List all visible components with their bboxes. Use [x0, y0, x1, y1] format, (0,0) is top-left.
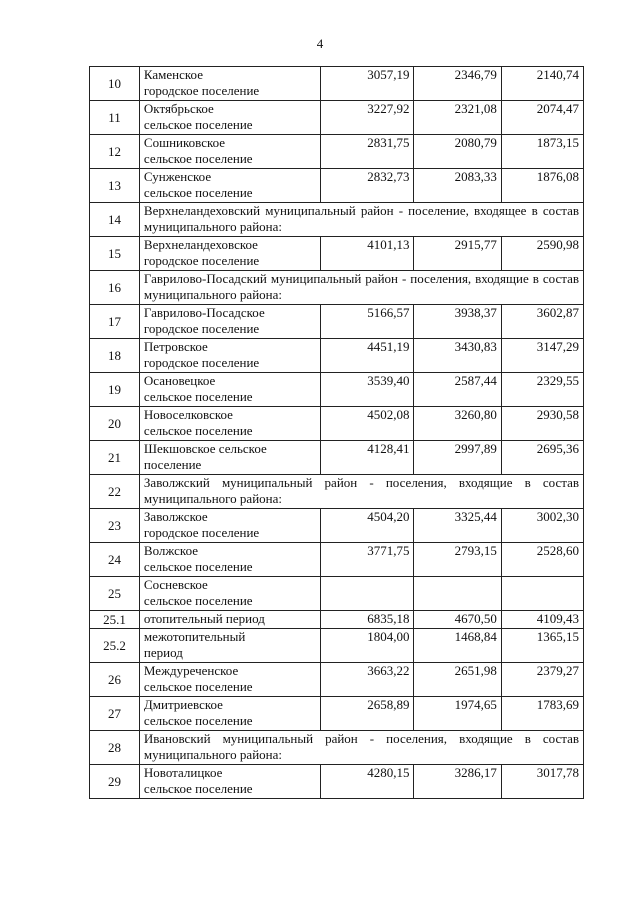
value-cell-1: 4504,20 — [320, 509, 414, 543]
value-cell-3: 4109,43 — [501, 611, 583, 629]
row-number: 16 — [90, 271, 140, 305]
table-row — [90, 731, 584, 765]
settlement-name-line: сельское поселение — [143, 423, 253, 438]
value-cell-3: 2140,74 — [501, 67, 583, 101]
value-cell-1 — [320, 577, 414, 611]
settlement-name-line: сельское поселение — [143, 185, 253, 200]
settlement-name — [139, 305, 320, 339]
district-header: Ивановский муниципальный район - поселения, входящие в состав муниципального района: — [139, 731, 583, 765]
value-cell-3: 1873,15 — [501, 135, 583, 169]
value-cell-2: 4670,50 — [414, 611, 501, 629]
value-cell-3: 3602,87 — [501, 305, 583, 339]
value-cell-1: 4502,08 — [320, 407, 414, 441]
settlement-name-line: Верхнеландеховское — [143, 237, 258, 252]
settlement-name-line: Междуреченское — [143, 663, 239, 678]
table-row — [90, 67, 584, 101]
table-row — [90, 765, 584, 799]
settlement-name-line: сельское поселение — [143, 781, 253, 796]
settlement-name-line: Гаврилово-Посадское — [143, 305, 265, 320]
settlement-name-line: Октябрьское — [143, 101, 214, 116]
row-number: 20 — [90, 407, 140, 441]
value-cell-2: 2997,89 — [414, 441, 501, 475]
settlement-name — [139, 169, 320, 203]
row-number: 28 — [90, 731, 140, 765]
table-row — [90, 135, 584, 169]
table-row — [90, 629, 584, 663]
settlement-name-line: Шекшовское сельское — [143, 441, 267, 456]
value-cell-2: 2080,79 — [414, 135, 501, 169]
row-number: 13 — [90, 169, 140, 203]
value-cell-1: 1804,00 — [320, 629, 414, 663]
value-cell-3: 1783,69 — [501, 697, 583, 731]
value-cell-3: 3017,78 — [501, 765, 583, 799]
settlement-name-line: городское поселение — [143, 321, 260, 336]
value-cell-2: 1974,65 — [414, 697, 501, 731]
table-row — [90, 475, 584, 509]
value-cell-3: 2329,55 — [501, 373, 583, 407]
value-cell-3: 1876,08 — [501, 169, 583, 203]
settlement-name-line: сельское поселение — [143, 559, 253, 574]
settlement-name-line: Сосневское — [143, 577, 208, 592]
settlement-name-line: сельское поселение — [143, 117, 253, 132]
row-number: 27 — [90, 697, 140, 731]
value-cell-3: 2590,98 — [501, 237, 583, 271]
table-body — [90, 67, 584, 799]
settlement-name — [139, 697, 320, 731]
value-cell-1: 4280,15 — [320, 765, 414, 799]
row-number: 10 — [90, 67, 140, 101]
district-header: Заволжский муниципальный район - поселения, входящие в состав муниципального района: — [139, 475, 583, 509]
table-row — [90, 203, 584, 237]
table-row — [90, 237, 584, 271]
row-number: 21 — [90, 441, 140, 475]
row-number: 12 — [90, 135, 140, 169]
settlement-name-line: Новоталицкое — [143, 765, 223, 780]
row-number: 25.1 — [90, 611, 140, 629]
table-row — [90, 697, 584, 731]
value-cell-1: 2658,89 — [320, 697, 414, 731]
settlement-name-line: Каменское — [143, 67, 203, 82]
value-cell-2: 3286,17 — [414, 765, 501, 799]
table-row — [90, 305, 584, 339]
value-cell-3: 2930,58 — [501, 407, 583, 441]
table-row — [90, 577, 584, 611]
settlement-name — [139, 237, 320, 271]
settlement-name-line: Петровское — [143, 339, 208, 354]
table-row — [90, 663, 584, 697]
settlement-name-line: городское поселение — [143, 355, 260, 370]
tariff-table — [89, 66, 584, 799]
row-number: 23 — [90, 509, 140, 543]
row-number: 17 — [90, 305, 140, 339]
settlement-name-line: период — [143, 645, 183, 660]
settlement-name-line: городское поселение — [143, 83, 260, 98]
value-cell-3: 2074,47 — [501, 101, 583, 135]
settlement-name-line: поселение — [143, 457, 202, 472]
settlement-name — [139, 373, 320, 407]
settlement-name — [139, 67, 320, 101]
value-cell-1: 5166,57 — [320, 305, 414, 339]
row-number: 14 — [90, 203, 140, 237]
settlement-name — [139, 663, 320, 697]
value-cell-1: 3227,92 — [320, 101, 414, 135]
value-cell-1: 3057,19 — [320, 67, 414, 101]
row-number: 18 — [90, 339, 140, 373]
table-row — [90, 271, 584, 305]
row-number: 25.2 — [90, 629, 140, 663]
value-cell-3: 2379,27 — [501, 663, 583, 697]
page-number: 4 — [316, 36, 324, 51]
settlement-name-line: Новоселковское — [143, 407, 233, 422]
value-cell-3: 2695,36 — [501, 441, 583, 475]
settlement-name-line: Сунженское — [143, 169, 212, 184]
table-row — [90, 441, 584, 475]
value-cell-2 — [414, 577, 501, 611]
row-number: 19 — [90, 373, 140, 407]
table-row — [90, 373, 584, 407]
table-row — [90, 611, 584, 629]
settlement-name-line: Заволжское — [143, 509, 208, 524]
table-row — [90, 509, 584, 543]
settlement-name — [139, 135, 320, 169]
settlement-name-line: межотопительный — [143, 629, 246, 644]
value-cell-3: 3147,29 — [501, 339, 583, 373]
value-cell-2: 2083,33 — [414, 169, 501, 203]
settlement-name — [139, 339, 320, 373]
settlement-name — [139, 629, 320, 663]
row-number: 11 — [90, 101, 140, 135]
district-header: Гаврилово-Посадский муниципальный район - поселения, входящие в состав муниципального района: — [139, 271, 583, 305]
value-cell-1: 4451,19 — [320, 339, 414, 373]
value-cell-3: 2528,60 — [501, 543, 583, 577]
row-number: 15 — [90, 237, 140, 271]
settlement-name-line: городское поселение — [143, 253, 260, 268]
value-cell-2: 3260,80 — [414, 407, 501, 441]
row-number: 25 — [90, 577, 140, 611]
value-cell-2: 1468,84 — [414, 629, 501, 663]
value-cell-1: 4128,41 — [320, 441, 414, 475]
value-cell-2: 2346,79 — [414, 67, 501, 101]
settlement-name-line: Дмитриевское — [143, 697, 223, 712]
value-cell-1: 3663,22 — [320, 663, 414, 697]
value-cell-2: 3325,44 — [414, 509, 501, 543]
value-cell-2: 2651,98 — [414, 663, 501, 697]
district-header: Верхнеландеховский муниципальный район - поселение, входящее в состав муниципального района: — [139, 203, 583, 237]
table-row — [90, 543, 584, 577]
value-cell-2: 2793,15 — [414, 543, 501, 577]
value-cell-2: 2915,77 — [414, 237, 501, 271]
value-cell-3: 3002,30 — [501, 509, 583, 543]
value-cell-1: 2831,75 — [320, 135, 414, 169]
value-cell-1: 3539,40 — [320, 373, 414, 407]
settlement-name-line: сельское поселение — [143, 593, 253, 608]
settlement-name — [139, 611, 320, 629]
table-row — [90, 169, 584, 203]
settlement-name-line: Осановецкое — [143, 373, 216, 388]
value-cell-3 — [501, 577, 583, 611]
row-number: 24 — [90, 543, 140, 577]
table-row — [90, 101, 584, 135]
value-cell-1: 4101,13 — [320, 237, 414, 271]
settlement-name — [139, 543, 320, 577]
settlement-name-line: городское поселение — [143, 525, 260, 540]
settlement-name — [139, 441, 320, 475]
settlement-name-line: сельское поселение — [143, 679, 253, 694]
settlement-name — [139, 407, 320, 441]
value-cell-2: 2587,44 — [414, 373, 501, 407]
value-cell-3: 1365,15 — [501, 629, 583, 663]
row-number: 22 — [90, 475, 140, 509]
settlement-name-line: Волжское — [143, 543, 198, 558]
row-number: 29 — [90, 765, 140, 799]
value-cell-2: 2321,08 — [414, 101, 501, 135]
settlement-name — [139, 101, 320, 135]
settlement-name — [139, 765, 320, 799]
value-cell-1: 2832,73 — [320, 169, 414, 203]
settlement-name-line: отопительный период — [143, 611, 265, 626]
row-number: 26 — [90, 663, 140, 697]
settlement-name — [139, 577, 320, 611]
value-cell-2: 3938,37 — [414, 305, 501, 339]
settlement-name-line: сельское поселение — [143, 389, 253, 404]
table-row — [90, 339, 584, 373]
value-cell-1: 6835,18 — [320, 611, 414, 629]
settlement-name-line: сельское поселение — [143, 713, 253, 728]
value-cell-1: 3771,75 — [320, 543, 414, 577]
table-row — [90, 407, 584, 441]
settlement-name-line: Сошниковское — [143, 135, 226, 150]
value-cell-2: 3430,83 — [414, 339, 501, 373]
settlement-name — [139, 509, 320, 543]
settlement-name-line: сельское поселение — [143, 151, 253, 166]
